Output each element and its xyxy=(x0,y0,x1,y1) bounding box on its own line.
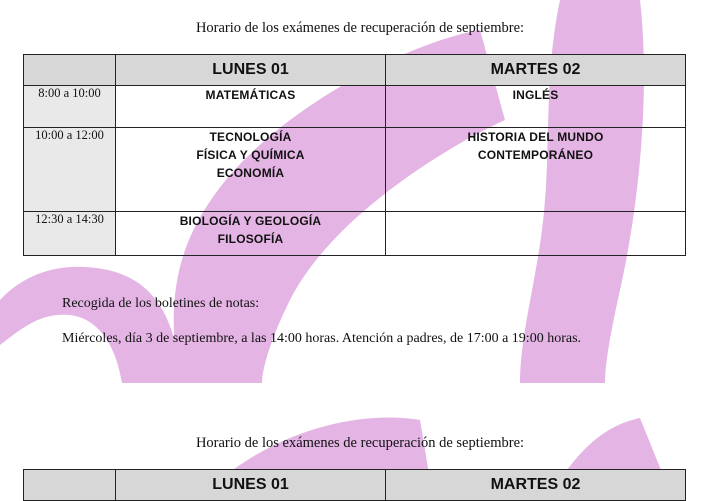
tuesday-subjects xyxy=(386,128,686,212)
subject: ECONOMÍA xyxy=(216,166,285,180)
subject: MATEMÁTICAS xyxy=(205,88,296,102)
header-corner-cell xyxy=(24,55,116,86)
report-pickup-details: Miércoles, día 3 de septiembre, a las 14:00 horas. Atención a padres, de 17:00 a 19:00 horas. xyxy=(62,331,582,346)
column-header-monday: LUNES 01 xyxy=(116,55,386,86)
tuesday-subjects xyxy=(386,86,686,128)
monday-subjects xyxy=(116,86,386,128)
monday-subjects xyxy=(116,128,386,212)
subject: TECNOLOGÍA xyxy=(209,130,292,144)
table-row xyxy=(24,212,686,256)
subject: FÍSICA Y QUÍMICA xyxy=(196,148,305,162)
table-header-row xyxy=(24,55,686,86)
tuesday-subjects xyxy=(386,212,686,256)
table-header-row xyxy=(24,470,686,501)
column-header-tuesday: MARTES 02 xyxy=(386,470,686,501)
time-slot: 10:00 a 12:00 xyxy=(24,128,116,212)
subject: CONTEMPORÁNEO xyxy=(477,148,594,162)
report-pickup-label: Recogida de los boletines de notas: xyxy=(62,296,260,311)
table-row xyxy=(24,86,686,128)
column-header-tuesday: MARTES 02 xyxy=(386,55,686,86)
schedule-heading: Horario de los exámenes de recuperación de septiembre: xyxy=(195,435,525,451)
monday-subjects xyxy=(116,212,386,256)
table-row xyxy=(24,128,686,212)
header-corner-cell xyxy=(24,470,116,501)
exam-schedule-table xyxy=(23,54,686,256)
subject: BIOLOGÍA Y GEOLOGÍA xyxy=(179,214,322,228)
subject: FILOSOFÍA xyxy=(217,232,284,246)
time-slot: 8:00 a 10:00 xyxy=(24,86,116,128)
subject: HISTORIA DEL MUNDO xyxy=(467,130,604,144)
exam-schedule-table xyxy=(23,469,686,501)
subject: INGLÉS xyxy=(512,88,559,102)
column-header-monday: LUNES 01 xyxy=(116,470,386,501)
time-slot: 12:30 a 14:30 xyxy=(24,212,116,256)
schedule-heading: Horario de los exámenes de recuperación de septiembre: xyxy=(195,20,525,36)
